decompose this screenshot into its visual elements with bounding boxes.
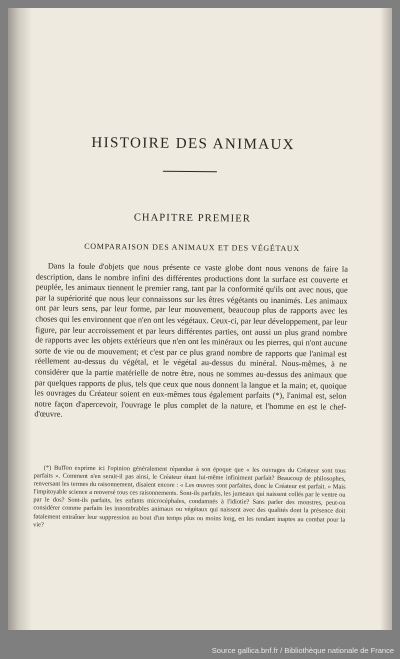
page-content xyxy=(32,8,350,630)
book-page xyxy=(8,8,392,630)
title-rule xyxy=(163,171,217,173)
page-gutter-shadow xyxy=(8,8,32,630)
page-title: HISTOIRE DES ANIMAUX xyxy=(91,134,296,154)
footnote: (*) Buffon exprime ici l'opinion généralement répandue à son époque que « les ouvrages du Créateur sont tous parfaits ». Comment n'en serait-il pas ainsi, le Créateur étant lui-même infiniment parfait? Beaucoup de philosophes, renversant les termes du raisonnement, disaient encore : « Les œuvres sont parfaites, donc le Créateur est parfait. » Mais l'impitoyable science a renversé tous ces raisonnements. Sont-ils parfaits, les jumeaux qui naissent collés par le ventre ou par le dos? Sont-ils parfaits, les enfants microcéphales, condamnés à l'idiotie? Sans parler des monstres, peut-on considérer comme parfaits les innombrables animaux ou végétaux qui naissent avec des qualités dont la présence doit fatalement entraîner leur suppression au bout d'un temps plus ou moins long, en les rendant inaptes au combat pour la vie? xyxy=(33,464,346,529)
chapter-subtitle: COMPARAISON DES ANIMAUX ET DES VÉGÉTAUX xyxy=(84,241,300,254)
page-edge-shadow xyxy=(380,8,392,630)
body-paragraph: Dans la foule d'objets que nous présente ce vaste globe dont nous venons de faire la description, dans le nombre infini des différentes productions dont la surface est couverte et peuplée, les animaux tiennent le premier rang, tant par la conformité qu'ils ont avec nous, que par la supériorité que nous leur connaissons sur les êtres végétants ou inanimés. Les animaux ont par leurs sens, par leur forme, par leur mouvement, beaucoup plus de rapports avec les choses qui les environnent que n'en ont les végétaux. Ceux-ci, par leur développement, par leur figure, par leur accroissement et par leurs différentes parties, ont aussi un plus grand nombre de rapports avec les objets extérieurs que n'en ont les minéraux ou les pierres, qui n'ont aucune sorte de vie ou de mouvement; et c'est par ce plus grand nombre de rapports que l'animal est réellement au-dessus du végétal, et le végétal au-dessus du minéral. Nous-mêmes, à ne considérer que la partie matérielle de notre être, nous ne sommes au-dessus des animaux que par quelques rapports de plus, tels que ceux que nous donnent la langue et la main; et, quoique les ouvrages du Créateur soient en eux-mêmes tous également parfaits (*), l'animal est, selon notre façon d'apercevoir, l'ouvrage le plus complet de la nature, et l'homme en est le chef-d'œuvre. xyxy=(34,261,348,419)
source-credit: Source gallica.bnf.fr / Bibliothèque nationale de France xyxy=(211,646,394,655)
chapter-heading: CHAPITRE PREMIER xyxy=(133,212,251,225)
